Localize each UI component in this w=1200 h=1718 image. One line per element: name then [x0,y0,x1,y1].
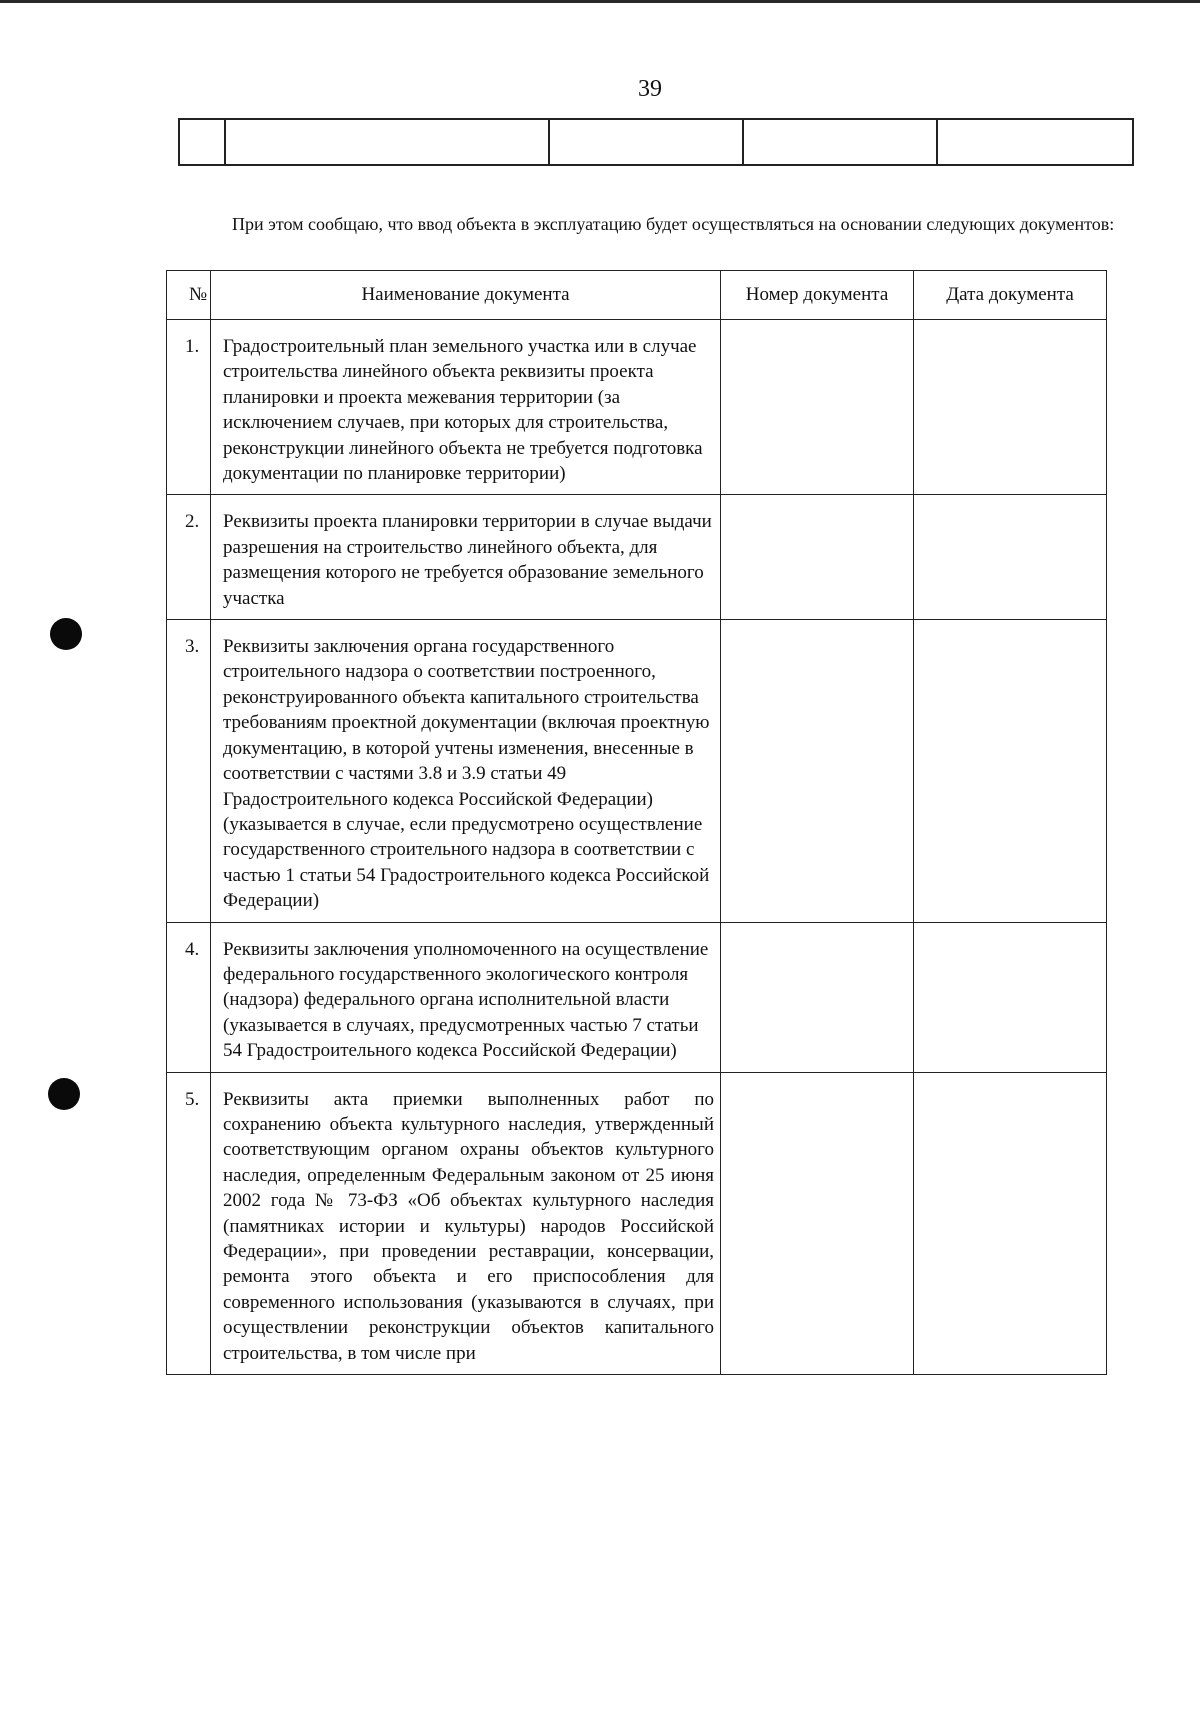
row-num: 4. [167,922,211,1072]
row-doc-number[interactable] [721,320,914,495]
row-doc-date[interactable] [914,320,1107,495]
row-doc-number[interactable] [721,495,914,620]
table-cell [549,119,743,165]
row-doc-date[interactable] [914,620,1107,922]
punch-hole-mark [48,1078,80,1110]
row-num: 5. [167,1072,211,1374]
row-doc-number[interactable] [721,922,914,1072]
row-num: 3. [167,620,211,922]
table-row [167,1072,1107,1374]
scan-edge-line [0,0,1200,3]
table-row [167,320,1107,495]
row-doc-date[interactable] [914,495,1107,620]
header-doc-date: Дата документа [914,271,1107,320]
page-number: 39 [638,76,662,102]
row-doc-name: Реквизиты заключения уполномоченного на осуществление федерального государственного экологического контроля (надзора) федерального органа исполнительной власти (указывается в случаях, предусмотренных частью 7 статьи 54 Градостроительного кодекса Российской Федерации) [211,922,721,1072]
header-num: № [167,271,211,320]
intro-paragraph: При этом сообщаю, что ввод объекта в эксплуатацию будет осуществляться на основании следующих документов: [232,214,1115,234]
row-doc-name: Градостроительный план земельного участка или в случае строительства линейного объекта реквизиты проекта планировки и проекта межевания территории (за исключением случаев, при которых для строительства, реконструкции линейного объекта не требуется подготовка документации по планировке территории) [211,320,721,495]
table-row [167,620,1107,922]
table-cell [937,119,1133,165]
punch-hole-mark [50,618,82,650]
table-cell [179,119,225,165]
table-row [167,922,1107,1072]
row-num: 2. [167,495,211,620]
row-doc-name: Реквизиты акта приемки выполненных работ по сохранению объекта культурного наследия, утвержденный соответствующим органом охраны объектов культурного наследия, определенным Федеральным законом от 25 июня 2002 года № 73-ФЗ «Об объектах культурного наследия (памятниках истории и культуры) народов Российской Федерации», при проведении реставрации, консервации, ремонта этого объекта и его приспособления для современного использования (указываются в случаях, при осуществлении реконструкции объектов капитального строительства, в том числе при [211,1072,721,1374]
row-doc-number[interactable] [721,1072,914,1374]
header-name: Наименование документа [211,271,721,320]
documents-table [166,270,1107,1375]
row-doc-number[interactable] [721,620,914,922]
table-cell [225,119,549,165]
row-doc-name: Реквизиты заключения органа государственного строительного надзора о соответствии построенного, реконструированного объекта капитального строительства требованиям проектной документации (включая проектную документацию, в которой учтены изменения, внесенные в соответствии с частями 3.8 и 3.9 статьи 49 Градостроительного кодекса Российской Федерации) (указывается в случае, если предусмотрено осуществление государственного строительного надзора в соответствии с частью 1 статьи 54 Градостроительного кодекса Российской Федерации) [211,620,721,922]
row-num: 1. [167,320,211,495]
header-doc-number: Номер документа [721,271,914,320]
table-row [167,495,1107,620]
table-cell [743,119,937,165]
table-header-row [167,271,1107,320]
continued-table-fragment [178,118,1134,166]
row-doc-name: Реквизиты проекта планировки территории в случае выдачи разрешения на строительство линейного объекта, для размещения которого не требуется образование земельного участка [211,495,721,620]
row-doc-date[interactable] [914,922,1107,1072]
table-row [179,119,1133,165]
row-doc-date[interactable] [914,1072,1107,1374]
